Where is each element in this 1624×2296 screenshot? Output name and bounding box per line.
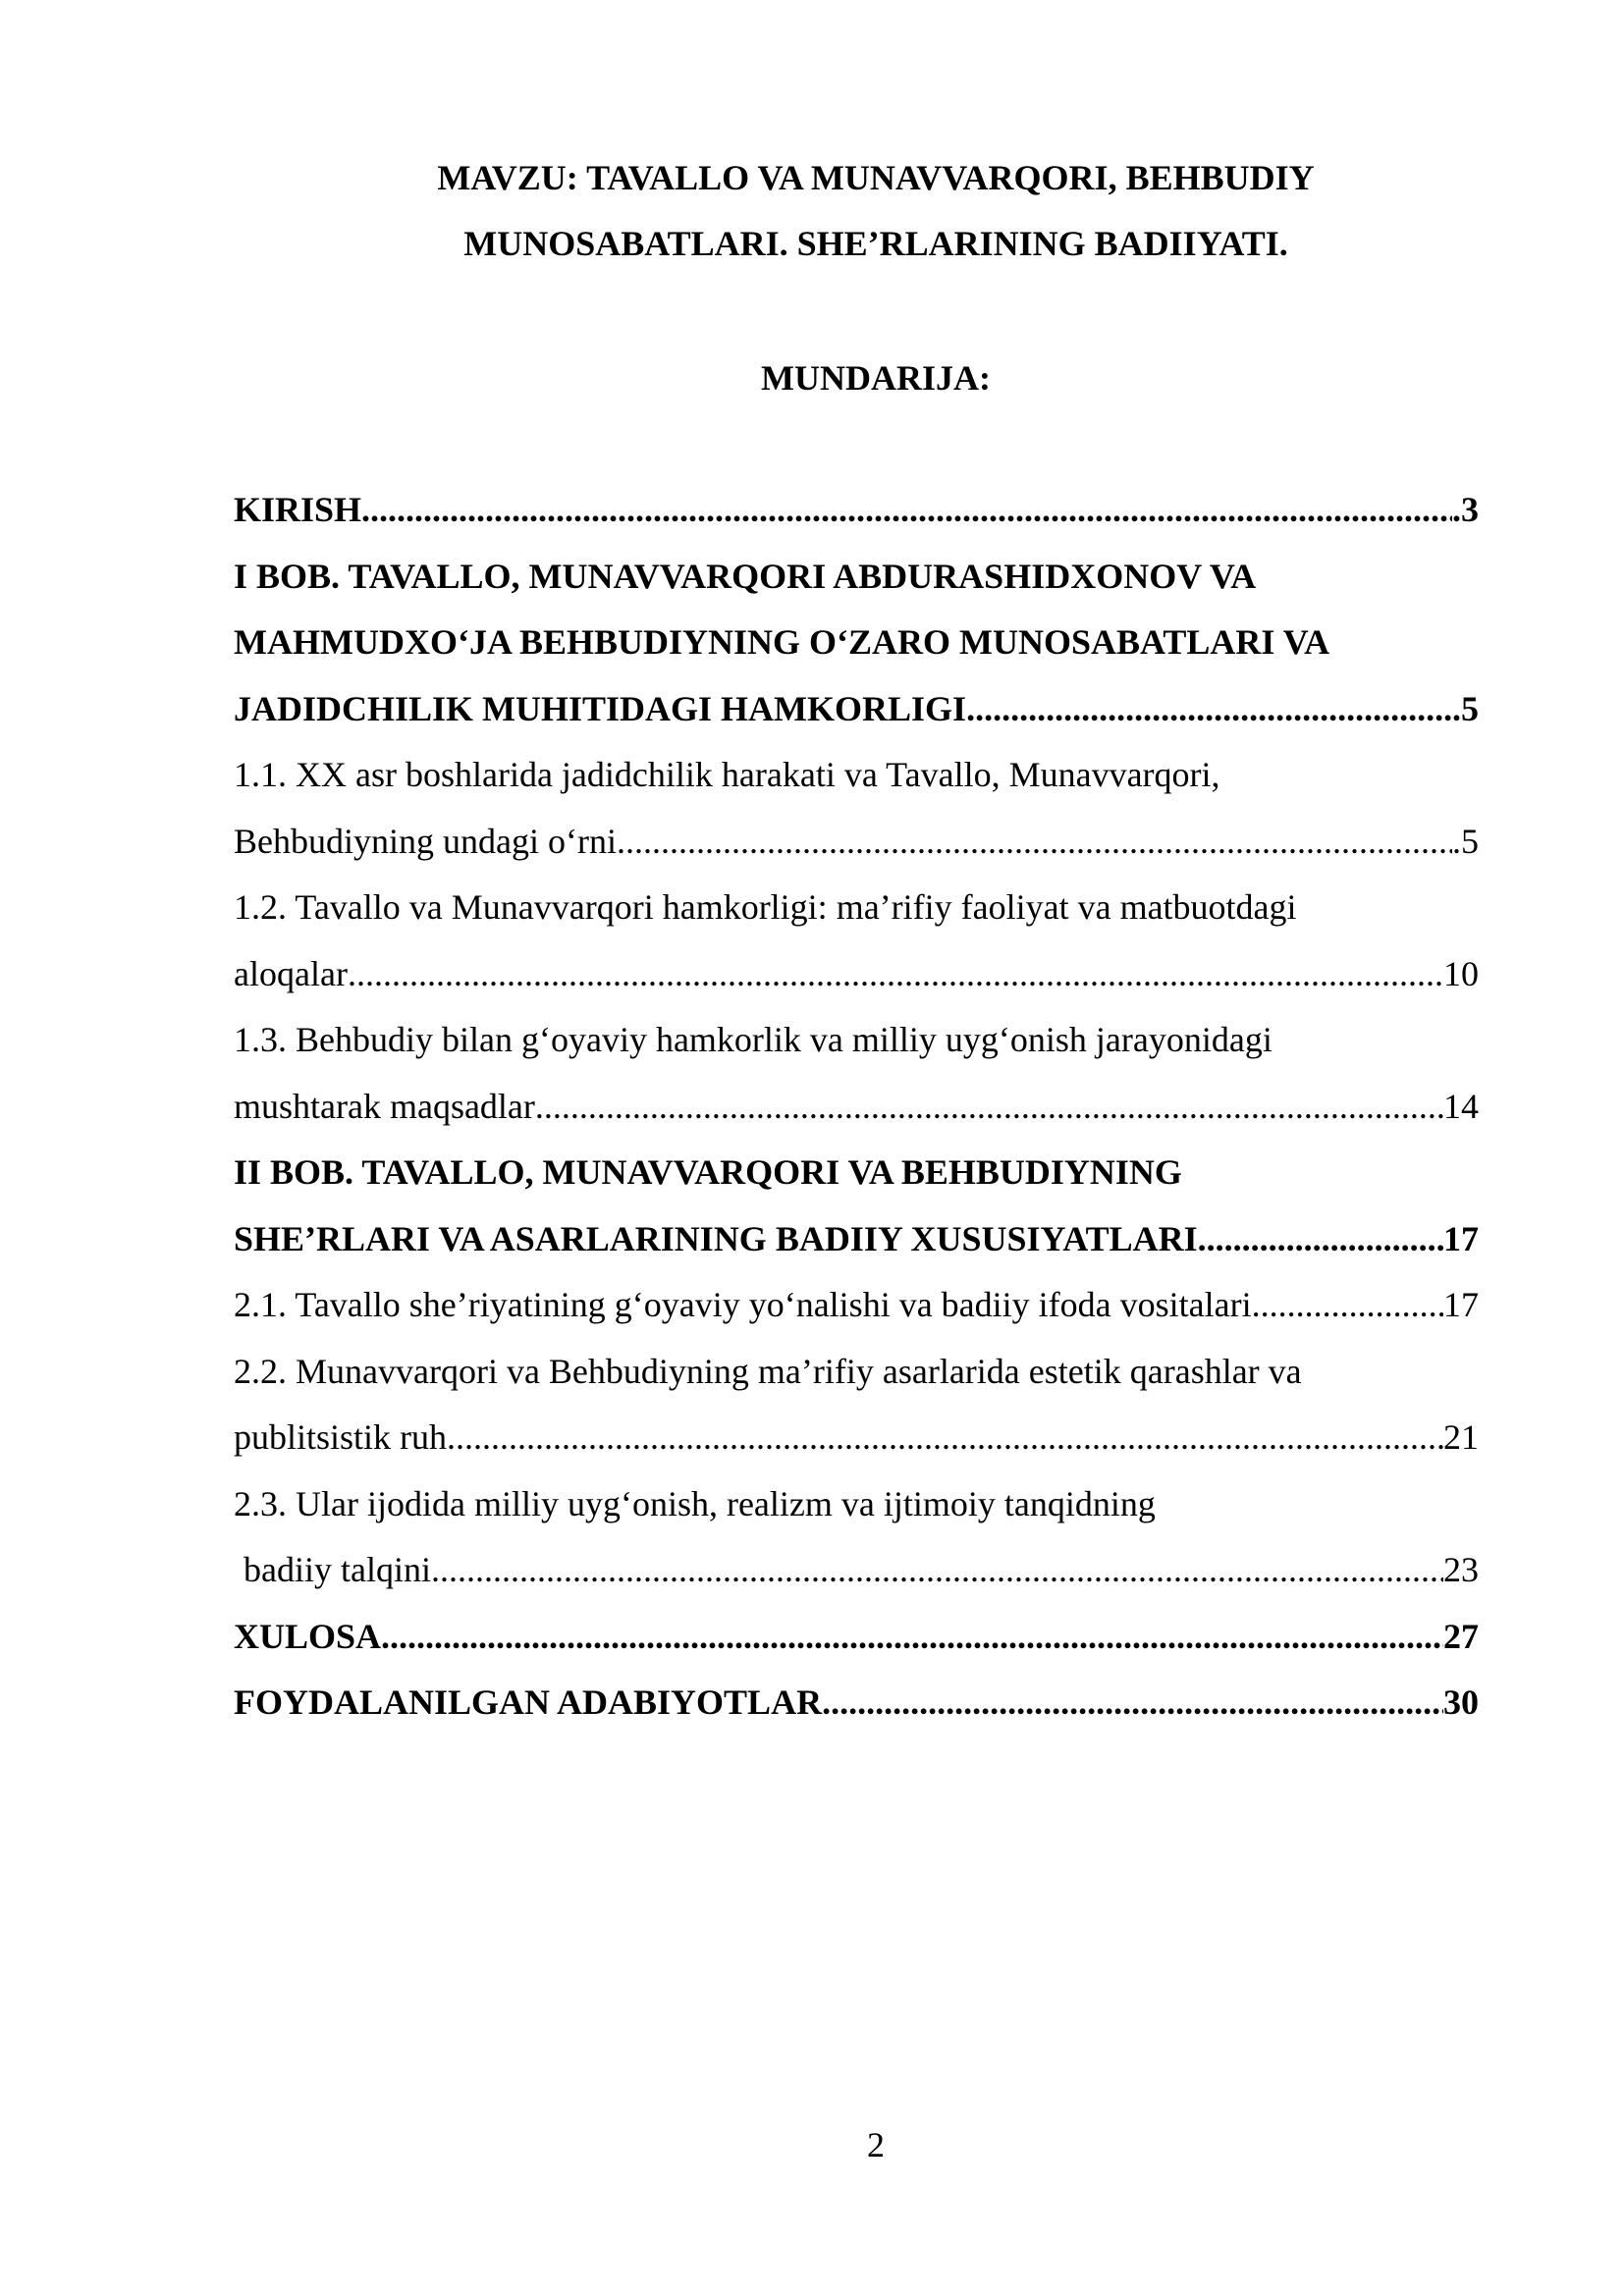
toc-leader-dots bbox=[535, 1074, 1443, 1141]
toc-entry-row bbox=[234, 941, 1479, 1008]
table-of-contents bbox=[234, 477, 1479, 1736]
toc-leader-dots bbox=[1252, 1272, 1443, 1339]
toc-leader-dots bbox=[822, 1670, 1443, 1736]
page-number: 2 bbox=[867, 2125, 885, 2164]
toc-entry-text: FOYDALANILGAN ADABIYOTLAR bbox=[234, 1682, 823, 1722]
title-line-1: MAVZU: TAVALLO VA MUNAVVARQORI, BEHBUDIY bbox=[437, 158, 1315, 197]
toc-entry-2-3[interactable] bbox=[234, 1471, 1479, 1604]
toc-entry-2-2[interactable] bbox=[234, 1339, 1479, 1471]
toc-entry-row bbox=[234, 676, 1479, 743]
title-line-2: MUNOSABATLARI. SHE’RLARINING BADIIYATI. bbox=[463, 224, 1288, 263]
toc-entry-page: .3 bbox=[1452, 490, 1479, 529]
toc-entry-text: JADIDCHILIK MUHITIDAGI HAMKORLIGI bbox=[234, 688, 967, 728]
toc-entry-line: 1.3. Behbudiy bilan g‘oyaviy hamkorlik va milliy uyg‘onish jarayonidagi bbox=[234, 1020, 1272, 1059]
toc-entry-text: publitsistik ruh bbox=[234, 1417, 448, 1457]
toc-leader-dots bbox=[348, 941, 1443, 1008]
toc-entry-text: SHE’RLARI VA ASARLARINING BADIIY XUSUSIYATLARI bbox=[234, 1218, 1198, 1258]
toc-entry-page: .5 bbox=[1452, 688, 1479, 728]
toc-entry-page: 21 bbox=[1443, 1417, 1479, 1457]
toc-entry-bob-1[interactable] bbox=[234, 544, 1479, 743]
toc-entry-text: aloqalar bbox=[234, 953, 348, 993]
toc-entry-page: 30 bbox=[1443, 1682, 1479, 1722]
toc-entry-page: 14 bbox=[1443, 1086, 1479, 1126]
toc-leader-dots bbox=[361, 477, 1452, 544]
toc-entry-line: 1.2. Tavallo va Munavvarqori hamkorligi: ma’rifiy faoliyat va matbuotdagi bbox=[234, 887, 1297, 927]
toc-entry-bob-2[interactable] bbox=[234, 1140, 1479, 1272]
toc-entry-line: I BOB. TAVALLO, MUNAVVARQORI ABDURASHIDXONOV VA bbox=[234, 556, 1257, 596]
toc-entry-text: badiiy talqini bbox=[244, 1550, 431, 1589]
toc-leader-dots bbox=[1198, 1206, 1443, 1273]
toc-entry-page: .5 bbox=[1452, 821, 1479, 861]
toc-entry-page: 27 bbox=[1443, 1616, 1479, 1656]
toc-entry-line: 2.2. Munavvarqori va Behbudiyning ma’rifiy asarlarida estetik qarashlar va bbox=[234, 1351, 1302, 1391]
toc-entry-xulosa[interactable] bbox=[234, 1604, 1479, 1671]
toc-entry-line: II BOB. TAVALLO, MUNAVVARQORI VA BEHBUDIYNING bbox=[234, 1152, 1182, 1192]
toc-entry-1-3[interactable] bbox=[234, 1007, 1479, 1140]
toc-entry-row bbox=[234, 1670, 1479, 1736]
toc-entry-line: MAHMUDXO‘JA BEHBUDIYNING O‘ZARO MUNOSABATLARI VA bbox=[234, 622, 1330, 662]
toc-entry-text: Behbudiyning undagi o‘rni bbox=[234, 821, 617, 861]
toc-entry-row bbox=[234, 1537, 1479, 1604]
toc-entry-page: 17 bbox=[1443, 1285, 1479, 1324]
toc-leader-dots bbox=[447, 1405, 1443, 1471]
toc-heading: MUNDARIJA: bbox=[761, 358, 991, 398]
toc-leader-dots bbox=[431, 1537, 1443, 1604]
toc-entry-adabiyotlar[interactable] bbox=[234, 1670, 1479, 1736]
toc-entry-row bbox=[234, 477, 1479, 544]
toc-entry-text: mushtarak maqsadlar bbox=[234, 1086, 535, 1126]
toc-entry-row bbox=[234, 1604, 1479, 1671]
toc-entry-row bbox=[234, 1206, 1479, 1273]
toc-leader-dots bbox=[617, 809, 1452, 876]
toc-entry-line: 2.3. Ular ijodida milliy uyg‘onish, realizm va ijtimoiy tanqidning bbox=[234, 1483, 1156, 1523]
toc-entry-1-1[interactable] bbox=[234, 742, 1479, 875]
toc-entry-2-1[interactable] bbox=[234, 1272, 1479, 1339]
toc-entry-page: 23 bbox=[1443, 1550, 1479, 1589]
toc-entry-1-2[interactable] bbox=[234, 875, 1479, 1007]
toc-entry-row bbox=[234, 1272, 1479, 1339]
toc-entry-line: 1.1. XX asr boshlarida jadidchilik harakati va Tavallo, Munavvarqori, bbox=[234, 755, 1220, 794]
toc-entry-kirish[interactable] bbox=[234, 477, 1479, 544]
toc-leader-dots bbox=[966, 676, 1452, 743]
toc-entry-text: XULOSA bbox=[234, 1616, 382, 1656]
toc-entry-text: KIRISH bbox=[234, 490, 362, 529]
toc-entry-row bbox=[234, 1074, 1479, 1141]
toc-leader-dots bbox=[381, 1604, 1443, 1671]
toc-entry-text: 2.1. Tavallo she’riyatining g‘oyaviy yo‘nalishi va badiiy ifoda vositalari bbox=[234, 1285, 1252, 1324]
document-title bbox=[0, 145, 1624, 277]
toc-entry-row bbox=[234, 809, 1479, 876]
toc-entry-row bbox=[234, 1405, 1479, 1471]
toc-entry-page: 10 bbox=[1443, 953, 1479, 993]
toc-entry-page: 17 bbox=[1443, 1218, 1479, 1258]
